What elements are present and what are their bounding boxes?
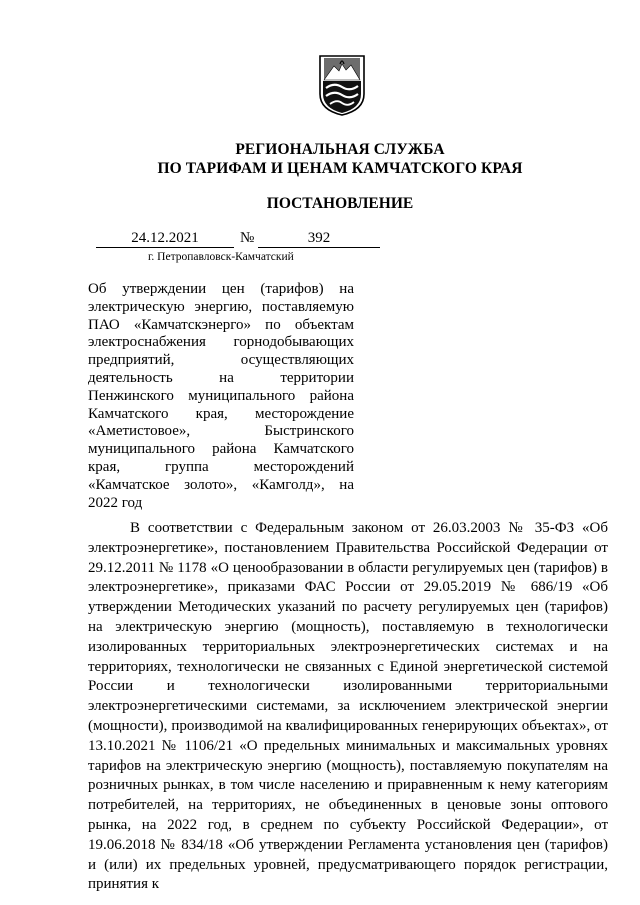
- number-sign: №: [240, 230, 255, 246]
- document-type-title: ПОСТАНОВЛЕНИЕ: [266, 195, 414, 212]
- body-paragraph: В соответствии с Федеральным законом от 26.03.2003 № 35-ФЗ «Об электроэнергетике», постановлением Правительства Российской Федерации от 29.12.2011 № 1178 «О ценообразовании в области регулируемых цен (тарифов) в электроэнергетике», приказами ФАС России от 29.05.2019 № 686/19 «Об утверждении Методических указаний по расчету регулируемых цен (тарифов) на электрическую энергию (мощность), поставляемую в технологически изолированных территориальных электроэнергетических системах и на территориях, технологически не связанных с Единой энергетической системой России и технологически изолированными территориальными электроэнергетическими системами, за исключением электрической энергии (мощности), производимой на квалифицированных генерирующих объектах», от 13.10.2021 № 1106/21 «О предельных минимальных и максимальных уровнях тарифов на электрическую энергию (мощность), поставляемую покупателям на розничных рынках, в том числе населению и приравненным к нему категориям потребителей, на территориях, не объединенных в ценовые зоны оптового рынка, на 2022 год, в среднем по субъекту Российской Федерации», от 19.06.2018 № 834/18 «Об утверждении Регламента установления цен (тарифов) и (или) их предельных уровней, предусматривающего порядок регистрации, принятия к: [88, 520, 608, 893]
- issue-city: г. Петропавловск-Камчатский: [148, 251, 294, 263]
- kamchatka-coat-of-arms-icon: [318, 54, 366, 116]
- agency-name-line1: РЕГИОНАЛЬНАЯ СЛУЖБА: [235, 141, 445, 158]
- document-subject: Об утверждении цен (тарифов) на электрическую энергию, поставляемую ПАО «Камчатскэнерго» по объектам электроснабжения горнодобывающих предприятий, осуществляющих деятельность на территории Пенжинского муниципального района Камчатского края, месторождение «Аметистовое», Быстринского муниципального района Камчатского края, группа месторождений «Камчатское золото», «Камголд», на 2022 год: [88, 281, 354, 511]
- document-number: 392: [258, 230, 380, 248]
- document-date: 24.12.2021: [96, 230, 234, 248]
- agency-name-line2: ПО ТАРИФАМ И ЦЕНАМ КАМЧАТСКОГО КРАЯ: [157, 160, 523, 177]
